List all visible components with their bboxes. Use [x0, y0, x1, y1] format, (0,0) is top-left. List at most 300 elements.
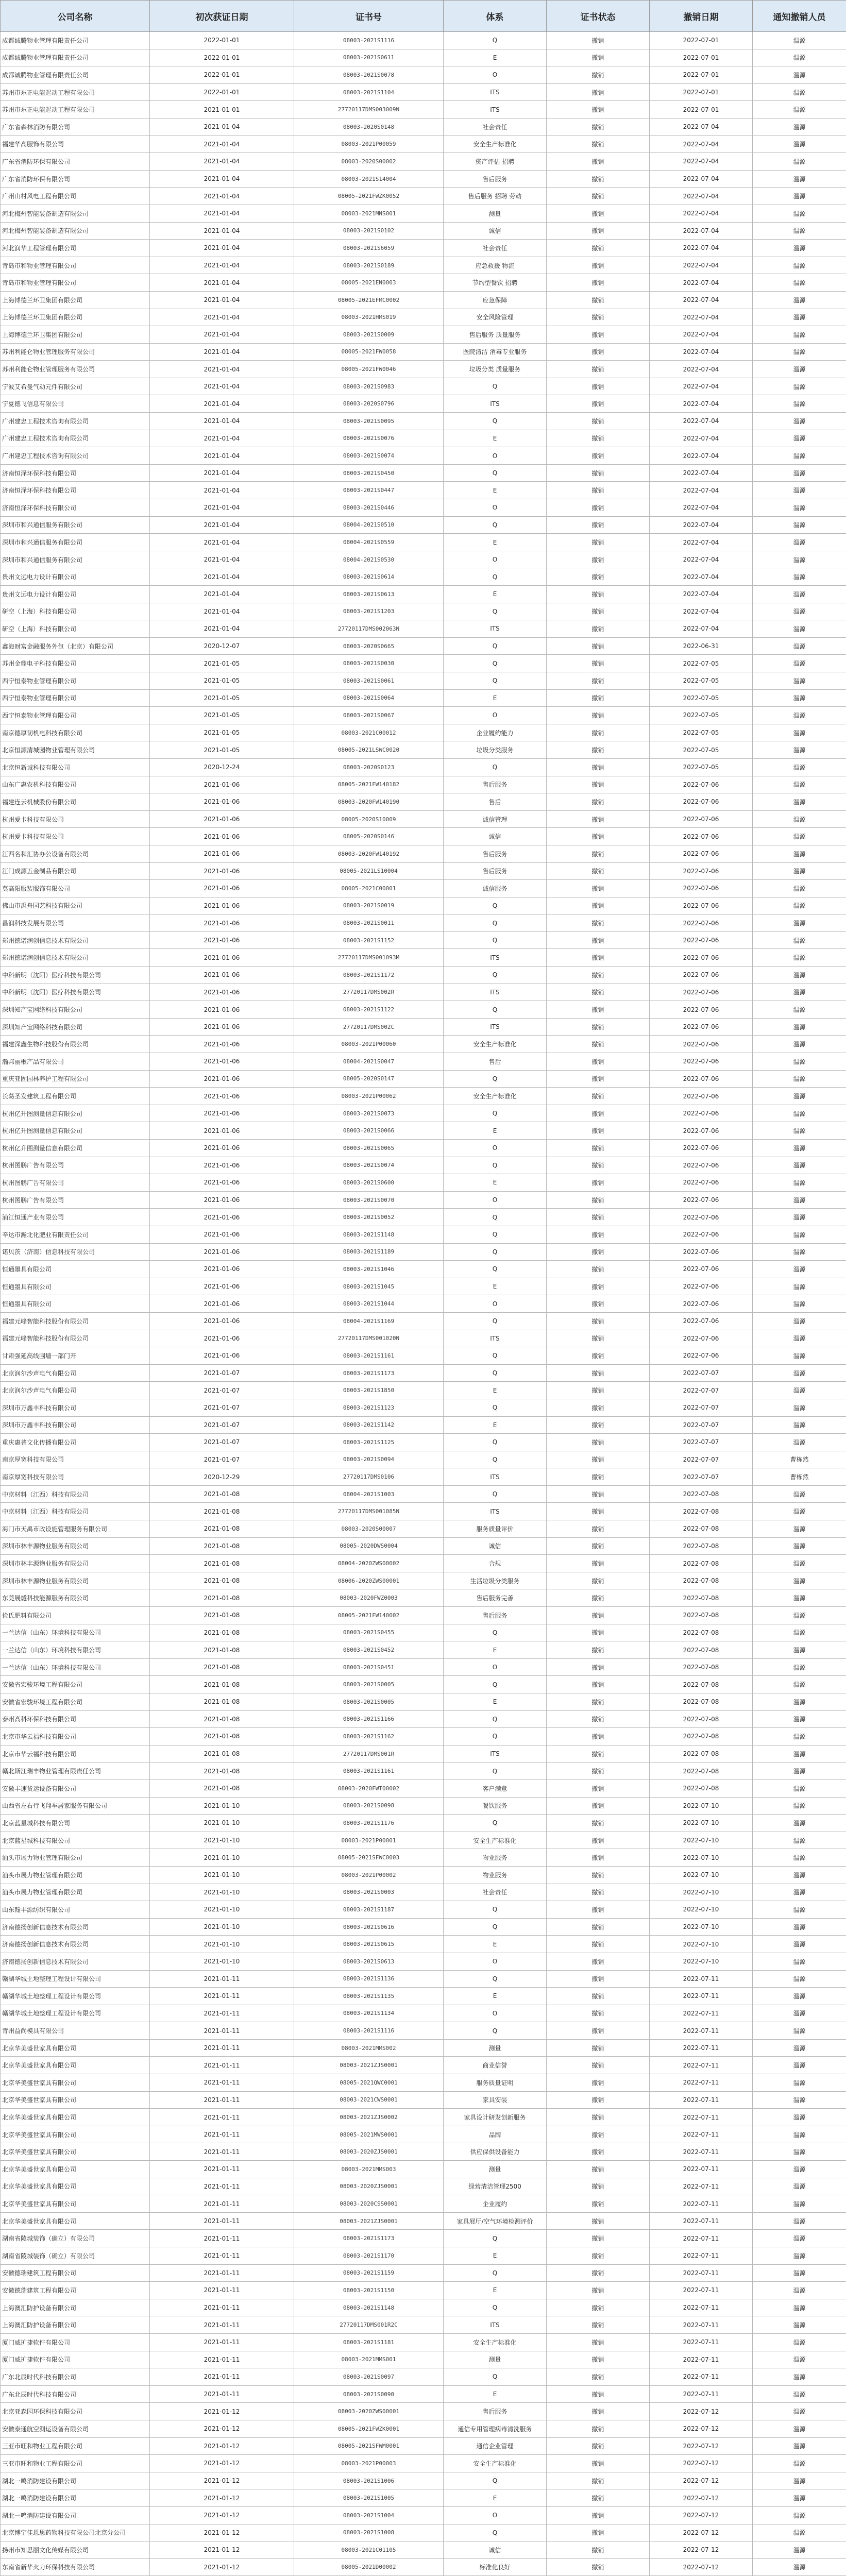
revoke-date-cell: 2022-07-11 — [650, 2247, 753, 2265]
table-row — [1, 188, 846, 205]
notifier-cell: 温源 — [753, 1849, 846, 1867]
system-cell: Q — [444, 1451, 547, 1468]
table-row — [1, 516, 846, 534]
notifier-cell: 温源 — [753, 1780, 846, 1797]
cert-number-cell: 08003-2021P00060 — [294, 1036, 444, 1053]
status-cell: 撤销 — [547, 1693, 650, 1711]
cert-number-cell: 08003-2020FWT00002 — [294, 1780, 444, 1797]
system-cell: Q — [444, 967, 547, 984]
revoke-date-cell: 2022-07-10 — [650, 1832, 753, 1849]
status-cell: 撤销 — [547, 240, 650, 257]
table-row — [1, 2541, 846, 2559]
revoke-date-cell: 2022-07-11 — [650, 2161, 753, 2178]
status-cell: 撤销 — [547, 1815, 650, 1832]
company-cell: 宁夏德飞信息有限公司 — [1, 395, 150, 413]
company-cell: 东南省新华火力环保科技有限公司 — [1, 2558, 150, 2576]
notifier-cell: 温源 — [753, 1434, 846, 1451]
system-cell: Q — [444, 1001, 547, 1019]
cert-number-cell: 08005-2021FWZK0052 — [294, 188, 444, 205]
cert-number-cell: 08003-2021S1152 — [294, 931, 444, 949]
company-cell: 重庆亚固园林养护工程有限公司 — [1, 1070, 150, 1088]
revoke-date-cell: 2022-07-10 — [650, 1901, 753, 1919]
revoke-date-cell: 2022-07-05 — [650, 758, 753, 776]
system-cell: Q — [444, 914, 547, 932]
first-cert-date-cell: 2021-01-04 — [150, 482, 294, 499]
status-cell: 撤销 — [547, 1226, 650, 1243]
company-cell: 山东翰丰源纺织有限公司 — [1, 1901, 150, 1919]
status-cell: 撤销 — [547, 689, 650, 707]
notifier-cell: 温源 — [753, 534, 846, 551]
revoke-date-cell: 2022-07-08 — [650, 1762, 753, 1780]
cert-number-cell: 08003-2021S1116 — [294, 2022, 444, 2040]
system-cell: 物业服务 — [444, 1866, 547, 1884]
revoke-date-cell: 2022-07-07 — [650, 1468, 753, 1486]
notifier-cell: 温源 — [753, 2368, 846, 2386]
company-cell: 郑州德诺润创信息技术有限公司 — [1, 931, 150, 949]
notifier-cell: 温源 — [753, 1607, 846, 1624]
table-row — [1, 205, 846, 222]
status-cell: 撤销 — [547, 1641, 650, 1659]
revoke-date-cell: 2022-07-11 — [650, 2316, 753, 2334]
revoke-date-cell: 2022-07-08 — [650, 1745, 753, 1762]
system-cell: E — [444, 534, 547, 551]
system-cell: 餐饮服务 — [444, 1797, 547, 1815]
cert-number-cell: 08003-2021S1008 — [294, 2524, 444, 2541]
first-cert-date-cell: 2021-01-04 — [150, 395, 294, 413]
cert-number-cell: 08003-2021S0005 — [294, 1676, 444, 1693]
notifier-cell: 温源 — [753, 1018, 846, 1036]
cert-number-cell: 08003-2020ZWS00001 — [294, 2403, 444, 2420]
system-cell: 安全生产标准化 — [444, 135, 547, 153]
system-cell: Q — [444, 32, 547, 49]
status-cell: 撤销 — [547, 1953, 650, 1970]
status-cell: 撤销 — [547, 568, 650, 586]
status-cell: 撤销 — [547, 1053, 650, 1071]
notifier-cell: 温源 — [753, 1884, 846, 1901]
status-cell: 撤销 — [547, 1988, 650, 2005]
cert-number-cell: 08003-2020S0123 — [294, 758, 444, 776]
company-cell: 杭州亿升图测量信息有限公司 — [1, 1140, 150, 1157]
table-row — [1, 291, 846, 309]
revoke-date-cell: 2022-07-06 — [650, 1122, 753, 1140]
table-row — [1, 586, 846, 603]
system-cell: Q — [444, 1901, 547, 1919]
revoke-date-cell: 2022-07-04 — [650, 361, 753, 378]
company-cell: 厦门威扩捷软件有限公司 — [1, 2333, 150, 2351]
cert-number-cell: 08003-2020CSS0001 — [294, 2195, 444, 2213]
revoke-date-cell: 2022-07-04 — [650, 118, 753, 135]
cert-number-cell: 08003-2021S1173 — [294, 2230, 444, 2247]
first-cert-date-cell: 2021-01-06 — [150, 1018, 294, 1036]
status-cell: 撤销 — [547, 707, 650, 724]
first-cert-date-cell: 2021-01-10 — [150, 1953, 294, 1970]
notifier-cell: 温源 — [753, 1209, 846, 1226]
cert-number-cell: 08003-2021S1162 — [294, 1728, 444, 1745]
first-cert-date-cell: 2021-01-11 — [150, 2161, 294, 2178]
status-cell: 撤销 — [547, 551, 650, 568]
first-cert-date-cell: 2021-01-04 — [150, 343, 294, 361]
system-cell: 通信专用管理病毒清洗服务 — [444, 2420, 547, 2437]
status-cell: 撤销 — [547, 914, 650, 932]
system-cell: 家具设计研发创新服务 — [444, 2109, 547, 2126]
cert-number-cell: 08003-2021S0030 — [294, 655, 444, 672]
cert-number-cell: 08003-2021S1176 — [294, 1815, 444, 1832]
cert-number-cell: 27720117DMS0106 — [294, 1468, 444, 1486]
notifier-cell: 温源 — [753, 2247, 846, 2265]
cert-number-cell: 08003-2021S1116 — [294, 32, 444, 49]
notifier-cell: 温源 — [753, 1866, 846, 1884]
table-row — [1, 967, 846, 984]
cert-number-cell: 08004-2021S0559 — [294, 534, 444, 551]
company-cell: 广东省消防环保有限公司 — [1, 170, 150, 188]
system-cell: ITS — [444, 1330, 547, 1347]
system-cell: ITS — [444, 1468, 547, 1486]
revoke-date-cell: 2022-07-07 — [650, 1399, 753, 1416]
status-cell: 撤销 — [547, 1070, 650, 1088]
system-cell: 安全生产标准化 — [444, 1036, 547, 1053]
system-cell: Q — [444, 1209, 547, 1226]
table-row — [1, 395, 846, 413]
status-cell: 撤销 — [547, 1832, 650, 1849]
revoke-date-cell: 2022-07-06 — [650, 1036, 753, 1053]
table-row — [1, 430, 846, 447]
table-row — [1, 724, 846, 741]
first-cert-date-cell: 2021-01-06 — [150, 1261, 294, 1278]
first-cert-date-cell: 2021-01-12 — [150, 2558, 294, 2576]
status-cell: 撤销 — [547, 2282, 650, 2299]
company-cell: 北京华美盛世家具有限公司 — [1, 2195, 150, 2213]
revoke-date-cell: 2022-07-10 — [650, 1849, 753, 1867]
first-cert-date-cell: 2021-01-04 — [150, 516, 294, 534]
first-cert-date-cell: 2021-01-06 — [150, 1053, 294, 1071]
first-cert-date-cell: 2021-01-06 — [150, 1226, 294, 1243]
column-header-system: 体系 — [444, 1, 547, 32]
status-cell: 撤销 — [547, 2230, 650, 2247]
table-row — [1, 343, 846, 361]
company-cell: 湖北一鸣消防建设有限公司 — [1, 2506, 150, 2524]
notifier-cell: 温源 — [753, 2161, 846, 2178]
first-cert-date-cell: 2021-01-12 — [150, 2420, 294, 2437]
cert-number-cell: 08003-2021S1161 — [294, 1347, 444, 1365]
table-row — [1, 83, 846, 101]
column-header-revoke-date: 撤销日期 — [650, 1, 753, 32]
company-cell: 西宁恒泰物业管理有限公司 — [1, 707, 150, 724]
table-row — [1, 2368, 846, 2386]
first-cert-date-cell: 2021-01-04 — [150, 430, 294, 447]
system-cell: E — [444, 2247, 547, 2265]
cert-number-cell: 08003-2021S1004 — [294, 2506, 444, 2524]
notifier-cell: 温源 — [753, 1243, 846, 1261]
status-cell: 撤销 — [547, 291, 650, 309]
status-cell: 撤销 — [547, 862, 650, 880]
table-row — [1, 1243, 846, 1261]
cert-number-cell: 08003-2021S0009 — [294, 326, 444, 344]
notifier-cell: 温源 — [753, 1901, 846, 1919]
company-cell: 汕头市展力物业管理有限公司 — [1, 1866, 150, 1884]
revoke-date-cell: 2022-07-08 — [650, 1780, 753, 1797]
table-row — [1, 2074, 846, 2092]
status-cell: 撤销 — [547, 1607, 650, 1624]
notifier-cell: 温源 — [753, 482, 846, 499]
first-cert-date-cell: 2021-01-11 — [150, 2316, 294, 2334]
revoke-date-cell: 2022-07-11 — [650, 2212, 753, 2230]
table-row — [1, 1970, 846, 1988]
table-row — [1, 2039, 846, 2057]
first-cert-date-cell: 2021-01-10 — [150, 1849, 294, 1867]
status-cell: 撤销 — [547, 776, 650, 793]
revoke-date-cell: 2022-07-11 — [650, 2368, 753, 2386]
notifier-cell: 温源 — [753, 897, 846, 914]
company-cell: 广东北辰时代科技有限公司 — [1, 2368, 150, 2386]
revoke-date-cell: 2022-07-06 — [650, 1140, 753, 1157]
cert-number-cell: 08003-2021S14004 — [294, 170, 444, 188]
company-cell: 福建华高服饰有限公司 — [1, 135, 150, 153]
notifier-cell: 温源 — [753, 707, 846, 724]
column-header-first-cert-date: 初次获证日期 — [150, 1, 294, 32]
first-cert-date-cell: 2022-01-01 — [150, 83, 294, 101]
first-cert-date-cell: 2021-01-06 — [150, 1157, 294, 1174]
first-cert-date-cell: 2021-01-04 — [150, 534, 294, 551]
table-row — [1, 620, 846, 638]
cert-number-cell: 27720117DMS001R — [294, 1745, 444, 1762]
first-cert-date-cell: 2021-01-11 — [150, 2022, 294, 2040]
status-cell: 撤销 — [547, 1209, 650, 1226]
status-cell: 撤销 — [547, 2195, 650, 2213]
first-cert-date-cell: 2022-01-01 — [150, 49, 294, 66]
status-cell: 撤销 — [547, 1434, 650, 1451]
first-cert-date-cell: 2021-01-04 — [150, 118, 294, 135]
table-row — [1, 2212, 846, 2230]
system-cell: Q — [444, 516, 547, 534]
notifier-cell: 温源 — [753, 1278, 846, 1295]
revoke-date-cell: 2022-07-06 — [650, 1295, 753, 1313]
first-cert-date-cell: 2021-01-06 — [150, 1140, 294, 1157]
table-row — [1, 689, 846, 707]
cert-number-cell: 08003-2021S0098 — [294, 1797, 444, 1815]
system-cell: O — [444, 551, 547, 568]
first-cert-date-cell: 2021-01-04 — [150, 257, 294, 274]
system-cell: 商业信誉 — [444, 2057, 547, 2074]
cert-number-cell: 08005-2021LS10004 — [294, 862, 444, 880]
status-cell: 撤销 — [547, 1780, 650, 1797]
company-cell: 泰州高科环保科技有限公司 — [1, 1710, 150, 1728]
company-cell: 安徽省宏骏环境工程有限公司 — [1, 1676, 150, 1693]
company-cell: 三亚市旺和物业工程有限公司 — [1, 2437, 150, 2455]
table-row — [1, 222, 846, 240]
table-row — [1, 2299, 846, 2316]
notifier-cell: 温源 — [753, 2109, 846, 2126]
company-cell: 佛山市禹舟园艺科技有限公司 — [1, 897, 150, 914]
notifier-cell: 温源 — [753, 1953, 846, 1970]
cert-number-cell: 08003-2021S6059 — [294, 240, 444, 257]
table-row — [1, 257, 846, 274]
system-cell: 节约型餐饮 招聘 — [444, 274, 547, 292]
first-cert-date-cell: 2021-01-05 — [150, 741, 294, 759]
first-cert-date-cell: 2021-01-06 — [150, 793, 294, 811]
cert-number-cell: 08003-2021P00003 — [294, 2455, 444, 2472]
company-cell: 恒通墨具有限公司 — [1, 1261, 150, 1278]
notifier-cell: 温源 — [753, 724, 846, 741]
system-cell: E — [444, 2282, 547, 2299]
system-cell: ITS — [444, 2316, 547, 2334]
table-row — [1, 1901, 846, 1919]
table-row — [1, 2351, 846, 2368]
status-cell: 撤销 — [547, 1399, 650, 1416]
revoke-date-cell: 2022-07-08 — [650, 1607, 753, 1624]
table-row — [1, 1884, 846, 1901]
revoke-date-cell: 2022-07-06 — [650, 1191, 753, 1209]
first-cert-date-cell: 2021-01-06 — [150, 1330, 294, 1347]
cert-number-cell: 08003-2021CWS0001 — [294, 2091, 444, 2109]
status-cell: 撤销 — [547, 1555, 650, 1572]
status-cell: 撤销 — [547, 395, 650, 413]
system-cell: 企业履约能力 — [444, 724, 547, 741]
table-row — [1, 2247, 846, 2265]
notifier-cell: 温源 — [753, 378, 846, 395]
system-cell: 通信企业管理 — [444, 2437, 547, 2455]
cert-number-cell: 08003-2021P00001 — [294, 1832, 444, 1849]
company-cell: 中科新明（沈阳）医疗科技有限公司 — [1, 984, 150, 1001]
table-row — [1, 672, 846, 689]
first-cert-date-cell: 2021-01-06 — [150, 1278, 294, 1295]
revoke-date-cell: 2022-07-12 — [650, 2403, 753, 2420]
cert-number-cell: 27720117DMS002063N — [294, 620, 444, 638]
first-cert-date-cell: 2020-12-07 — [150, 637, 294, 655]
status-cell: 撤销 — [547, 101, 650, 118]
cert-number-cell: 08003-2021S0019 — [294, 897, 444, 914]
revoke-date-cell: 2022-07-11 — [650, 2333, 753, 2351]
first-cert-date-cell: 2021-01-08 — [150, 1710, 294, 1728]
cert-number-cell: 08005-2021LSWC0020 — [294, 741, 444, 759]
status-cell: 撤销 — [547, 1191, 650, 1209]
system-cell: 测量 — [444, 2039, 547, 2057]
revoke-date-cell: 2022-07-10 — [650, 1866, 753, 1884]
notifier-cell: 温源 — [753, 1503, 846, 1520]
status-cell: 撤销 — [547, 49, 650, 66]
cert-number-cell: 08004-2021S0047 — [294, 1053, 444, 1071]
cert-number-cell: 08003-2021S0070 — [294, 1191, 444, 1209]
status-cell: 撤销 — [547, 1745, 650, 1762]
cert-number-cell: 08005-2021SFWC0003 — [294, 1849, 444, 1867]
notifier-cell: 温源 — [753, 568, 846, 586]
table-row — [1, 2282, 846, 2299]
system-cell: 诚信 — [444, 222, 547, 240]
system-cell: O — [444, 1140, 547, 1157]
first-cert-date-cell: 2021-01-10 — [150, 1797, 294, 1815]
status-cell: 撤销 — [547, 2541, 650, 2559]
first-cert-date-cell: 2021-01-11 — [150, 2212, 294, 2230]
table-row — [1, 2230, 846, 2247]
first-cert-date-cell: 2021-01-04 — [150, 153, 294, 171]
first-cert-date-cell: 2021-01-06 — [150, 931, 294, 949]
system-cell: O — [444, 66, 547, 84]
first-cert-date-cell: 2021-01-06 — [150, 862, 294, 880]
notifier-cell: 温源 — [753, 1053, 846, 1071]
revoke-date-cell: 2022-07-04 — [650, 309, 753, 326]
notifier-cell: 温源 — [753, 1347, 846, 1365]
cert-number-cell: 08003-2021S0451 — [294, 1658, 444, 1676]
system-cell: 品牌 — [444, 2126, 547, 2143]
system-cell: 家具安装 — [444, 2091, 547, 2109]
status-cell: 撤销 — [547, 257, 650, 274]
company-cell: 青州益尚模具有限公司 — [1, 2022, 150, 2040]
notifier-cell: 温源 — [753, 1399, 846, 1416]
cert-number-cell: 08003-2021ZJS0001 — [294, 2212, 444, 2230]
notifier-cell: 温源 — [753, 135, 846, 153]
notifier-cell: 温源 — [753, 2455, 846, 2472]
cert-number-cell: 08003-2021P00059 — [294, 135, 444, 153]
system-cell: Q — [444, 1399, 547, 1416]
revoke-date-cell: 2022-07-06 — [650, 1330, 753, 1347]
company-cell: 长葛圣发建筑工程有限公司 — [1, 1088, 150, 1105]
first-cert-date-cell: 2021-01-12 — [150, 2403, 294, 2420]
status-cell: 撤销 — [547, 309, 650, 326]
first-cert-date-cell: 2021-01-04 — [150, 378, 294, 395]
table-row — [1, 1745, 846, 1762]
first-cert-date-cell: 2021-01-06 — [150, 1347, 294, 1365]
table-row — [1, 637, 846, 655]
table-row — [1, 949, 846, 967]
company-cell: 诺贝茨（济南）信息科技有限公司 — [1, 1243, 150, 1261]
first-cert-date-cell: 2021-01-06 — [150, 1105, 294, 1122]
table-row — [1, 413, 846, 430]
cert-number-cell: 08003-2020FWZ0003 — [294, 1589, 444, 1607]
status-cell: 撤销 — [547, 326, 650, 344]
first-cert-date-cell: 2020-12-24 — [150, 758, 294, 776]
notifier-cell: 温源 — [753, 1589, 846, 1607]
company-cell: 辛达市瀚北化肥业有限责任公司 — [1, 1226, 150, 1243]
status-cell: 撤销 — [547, 1018, 650, 1036]
system-cell: ITS — [444, 101, 547, 118]
table-row — [1, 2005, 846, 2022]
company-cell: 北京蓝星城科技有限公司 — [1, 1832, 150, 1849]
company-cell: 浦江恒通产业有限公司 — [1, 1209, 150, 1226]
system-cell: Q — [444, 2368, 547, 2386]
company-cell: 中科新明（沈阳）医疗科技有限公司 — [1, 967, 150, 984]
company-cell: 成都诚腾物业管理有限责任公司 — [1, 49, 150, 66]
table-row — [1, 2143, 846, 2161]
status-cell: 撤销 — [547, 2161, 650, 2178]
status-cell: 撤销 — [547, 1970, 650, 1988]
first-cert-date-cell: 2021-01-12 — [150, 2455, 294, 2472]
first-cert-date-cell: 2021-01-12 — [150, 2541, 294, 2559]
notifier-cell: 温源 — [753, 1261, 846, 1278]
company-cell: 福建连云机械股份有限公司 — [1, 793, 150, 811]
notifier-cell: 温源 — [753, 689, 846, 707]
system-cell: 测量 — [444, 2351, 547, 2368]
system-cell: E — [444, 1122, 547, 1140]
company-cell: 北京华美盛世家具有限公司 — [1, 2126, 150, 2143]
system-cell: Q — [444, 1918, 547, 1936]
status-cell: 撤销 — [547, 2558, 650, 2576]
system-cell: O — [444, 1295, 547, 1313]
notifier-cell: 温源 — [753, 776, 846, 793]
status-cell: 撤销 — [547, 984, 650, 1001]
notifier-cell: 温源 — [753, 516, 846, 534]
revoke-date-cell: 2022-07-08 — [650, 1641, 753, 1659]
company-cell: 江西名和汇协办公设备有限公司 — [1, 845, 150, 862]
system-cell: Q — [444, 1157, 547, 1174]
system-cell: 客户满意 — [444, 1780, 547, 1797]
status-cell: 撤销 — [547, 1382, 650, 1399]
notifier-cell: 温源 — [753, 845, 846, 862]
notifier-cell: 温源 — [753, 1416, 846, 1434]
system-cell: Q — [444, 1815, 547, 1832]
company-cell: 安徽泰通航空测运设备有限公司 — [1, 2420, 150, 2437]
first-cert-date-cell: 2021-01-08 — [150, 1693, 294, 1711]
system-cell: Q — [444, 1243, 547, 1261]
notifier-cell: 温源 — [753, 205, 846, 222]
